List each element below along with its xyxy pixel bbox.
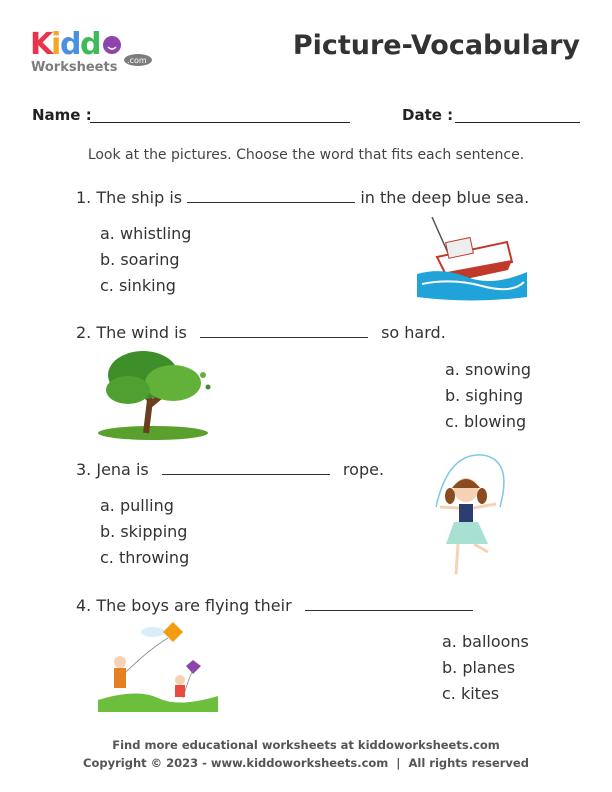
instructions: Look at the pictures. Choose the word that fits each sentence. [87,147,525,163]
option[interactable]: b. skipping [100,522,188,541]
question-text: 1. The ship is [76,188,183,207]
option[interactable]: c. throwing [100,548,190,567]
option[interactable]: a. balloons [442,632,529,651]
kiddo-logo [30,26,155,80]
girl-skipping-image [428,452,508,588]
answer-blank[interactable] [305,596,473,611]
svg-text:K: K [30,27,54,62]
option[interactable]: b. planes [442,658,516,677]
name-field[interactable] [90,122,350,123]
svg-text:d: d [60,27,82,62]
answer-blank[interactable] [162,460,330,475]
question-text: 4. The boys are flying their [76,596,292,615]
answer-blank[interactable] [200,323,368,338]
question-3 [76,460,384,479]
question-text: rope. [342,460,385,479]
date-label: Date : [402,106,454,124]
question-text: so hard. [381,323,446,342]
option[interactable]: c. blowing [445,412,527,431]
svg-text:.com: .com [127,56,147,65]
date-field[interactable] [455,122,580,123]
option[interactable]: c. sinking [100,276,176,295]
svg-text:Worksheets: Worksheets [31,60,118,75]
windy-tree-image [98,345,213,447]
question-4 [76,596,473,615]
boys-flying-kites-image [98,620,218,718]
option[interactable]: a. snowing [445,360,532,379]
option[interactable]: b. soaring [100,250,180,269]
footer-copyright: Copyright © 2023 - www.kiddoworksheets.com | All rights reserved [83,756,529,770]
worksheet-title: Picture-Vocabulary [292,30,580,61]
question-text: 2. The wind is [76,323,187,342]
question-2 [76,323,446,342]
option[interactable]: a. whistling [100,224,192,243]
question-text: in the deep blue sea. [360,188,530,207]
question-1 [76,188,529,207]
option[interactable]: c. kites [442,684,500,703]
svg-text:i: i [51,27,62,62]
sinking-ship-image [412,212,532,308]
footer-line-1: Find more educational worksheets at kiddoworksheets.com [112,738,500,752]
answer-blank[interactable] [187,188,355,203]
question-text: 3. Jena is [76,460,149,479]
option[interactable]: b. sighing [445,386,524,405]
option[interactable]: a. pulling [100,496,174,515]
svg-text:d: d [80,27,102,62]
name-label: Name : [32,106,92,124]
